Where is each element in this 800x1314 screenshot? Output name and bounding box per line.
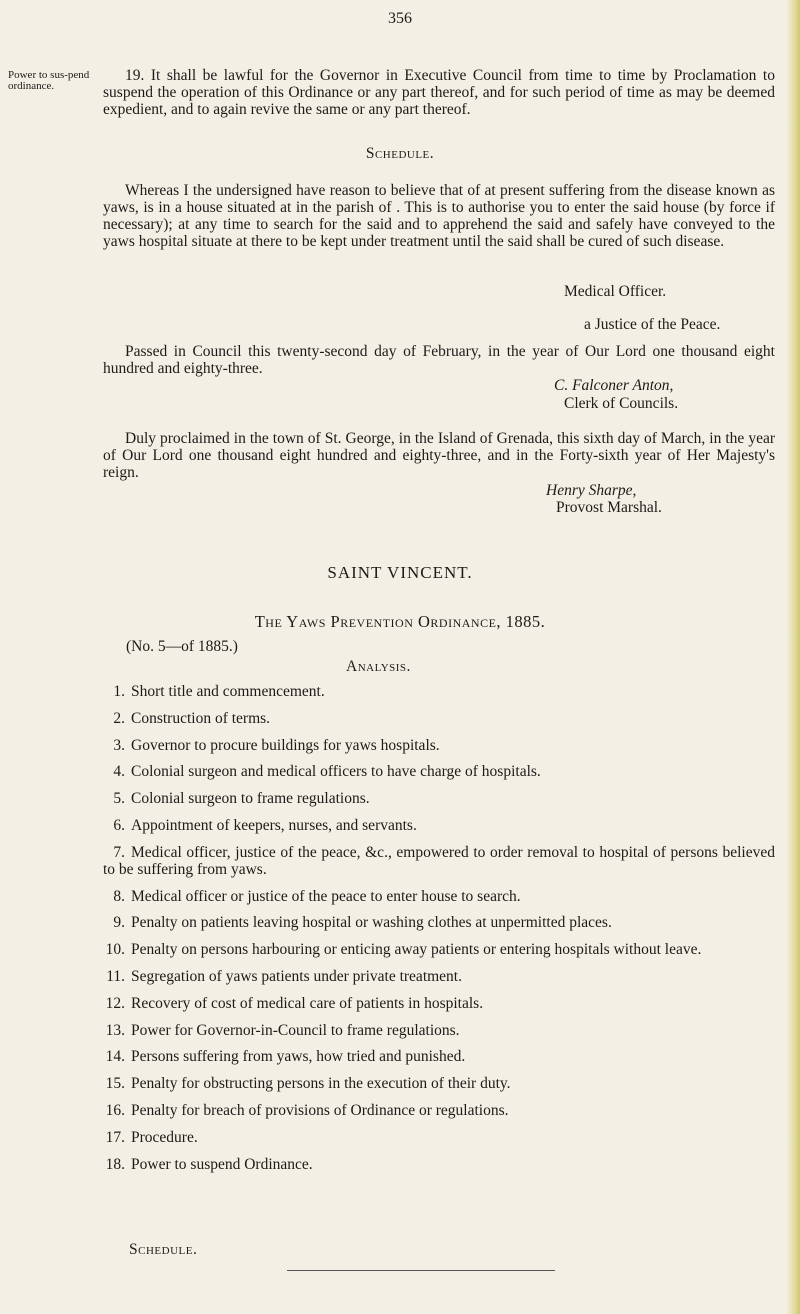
analysis-item-number: 18. — [105, 1155, 125, 1173]
colony-title: SAINT VINCENT. — [327, 563, 473, 582]
analysis-item-number: 12. — [105, 994, 125, 1012]
section-19 — [103, 67, 775, 118]
schedule-text: Whereas I the undersigned have reason to believe that of at present suffering from the disease known as yaws, is in a house situated at in the parish of . This is to authorise you to enter the said house (by force if necessary); at any time to search for the said and to apprehend the said and safely have conveyed to the yaws hospital situate at there to be kept under treatment until the said shall be cured of such disease. — [103, 182, 775, 250]
analysis-item-text: Colonial surgeon and medical officers to have charge of hospitals. — [131, 763, 541, 781]
schedule-footer: Schedule. — [129, 1241, 198, 1258]
analysis-item-number: 10. — [105, 941, 125, 959]
analysis-item-number: 13. — [105, 1021, 125, 1039]
analysis-item — [103, 1129, 775, 1146]
analysis-item-number: 6. — [113, 816, 125, 834]
analysis-item-number: 15. — [105, 1075, 125, 1093]
margin-note: Power to sus-pend ordinance. — [8, 69, 90, 92]
analysis-item — [103, 968, 775, 985]
analysis-item-text: Medical officer or justice of the peace to enter house to search. — [131, 887, 521, 905]
medical-officer-signature: Medical Officer. — [564, 283, 667, 300]
analysis-item-text: Appointment of keepers, nurses, and servants. — [131, 816, 417, 834]
analysis-item — [103, 941, 775, 958]
analysis-item — [103, 1102, 775, 1119]
provost-title: Provost Marshal. — [556, 499, 662, 516]
analysis-item-number: 7. — [113, 843, 125, 861]
analysis-item-text: Segregation of yaws patients under private treatment. — [131, 967, 462, 985]
analysis-item — [103, 1022, 775, 1039]
analysis-item — [103, 763, 775, 780]
analysis-list — [103, 683, 775, 1182]
analysis-item — [103, 790, 775, 807]
analysis-item-text: Penalty on persons harbouring or enticing away patients or entering hospitals without leave. — [131, 941, 702, 959]
schedule-heading: Schedule. — [365, 145, 435, 162]
analysis-item-number: 3. — [113, 736, 125, 754]
page-number: 356 — [388, 10, 412, 27]
passed-in-council: Passed in Council this twenty-second day of February, in the year of Our Lord one thousand eight hundred and eighty-three. — [103, 343, 775, 377]
analysis-item — [103, 888, 775, 905]
section-text: It shall be lawful for the Governor in Executive Council from time to time by Proclamation to suspend the operation of this Ordinance or any part thereof, and for such period of time as may be deemed expedient, and to again revive the same or any part thereof. — [103, 67, 775, 118]
analysis-item-text: Power to suspend Ordinance. — [131, 1155, 313, 1173]
analysis-item-number: 5. — [113, 790, 125, 808]
analysis-item — [103, 1156, 775, 1173]
justice-signature: a Justice of the Peace. — [584, 316, 721, 333]
analysis-item-text: Penalty on patients leaving hospital or washing clothes at unpermitted places. — [131, 914, 612, 932]
analysis-item-text: Medical officer, justice of the peace, &c., empowered to order removal to hospital of persons believed to be suffering from yaws. — [103, 843, 775, 878]
analysis-item-text: Recovery of cost of medical care of patients in hospitals. — [131, 994, 484, 1012]
analysis-item-text: Construction of terms. — [131, 709, 271, 727]
analysis-item-number: 8. — [113, 887, 125, 905]
analysis-item-number: 14. — [105, 1048, 125, 1066]
analysis-item-text: Persons suffering from yaws, how tried and punished. — [131, 1048, 466, 1066]
analysis-item — [103, 737, 775, 754]
analysis-item-text: Penalty for breach of provisions of Ordinance or regulations. — [131, 1101, 509, 1119]
ordinance-number: (No. 5—of 1885.) — [126, 638, 238, 655]
analysis-item — [103, 710, 775, 727]
analysis-item — [103, 1075, 775, 1092]
analysis-item-text: Colonial surgeon to frame regulations. — [131, 790, 370, 808]
analysis-item — [103, 817, 775, 834]
page-edge-stain — [786, 0, 800, 1314]
analysis-item — [103, 844, 775, 878]
analysis-item-text: Power for Governor-in-Council to frame regulations. — [131, 1021, 460, 1039]
provost-name: Henry Sharpe, — [546, 482, 637, 499]
analysis-item-text: Procedure. — [131, 1128, 198, 1146]
analysis-item-text: Short title and commencement. — [131, 683, 325, 700]
proclaimed-text: Duly proclaimed in the town of St. George, in the Island of Grenada, this sixth day of March, in the year of Our Lord one thousand eight hundred and eighty-three, and in the Forty-sixth year of Her Majesty's reign. — [103, 430, 775, 481]
analysis-item-number: 16. — [105, 1101, 125, 1119]
analysis-item — [103, 683, 775, 700]
divider-rule — [287, 1270, 555, 1271]
ordinance-title: The Yaws Prevention Ordinance, 1885. — [254, 612, 546, 631]
analysis-item — [103, 1048, 775, 1065]
analysis-item-number: 11. — [106, 967, 125, 985]
analysis-item-text: Governor to procure buildings for yaws hospitals. — [131, 736, 440, 754]
analysis-item — [103, 914, 775, 931]
clerk-name: C. Falconer Anton, — [554, 377, 674, 394]
analysis-item-number: 9. — [113, 914, 125, 932]
analysis-item-number: 2. — [113, 709, 125, 727]
analysis-item-text: Penalty for obstructing persons in the execution of their duty. — [131, 1075, 511, 1093]
clerk-title: Clerk of Councils. — [564, 395, 679, 412]
analysis-item-number: 17. — [105, 1128, 125, 1146]
analysis-item-number: 1. — [113, 683, 125, 700]
section-number: 19. — [125, 67, 145, 84]
analysis-item — [103, 995, 775, 1012]
analysis-heading: Analysis. — [346, 658, 411, 675]
analysis-item-number: 4. — [113, 763, 125, 781]
